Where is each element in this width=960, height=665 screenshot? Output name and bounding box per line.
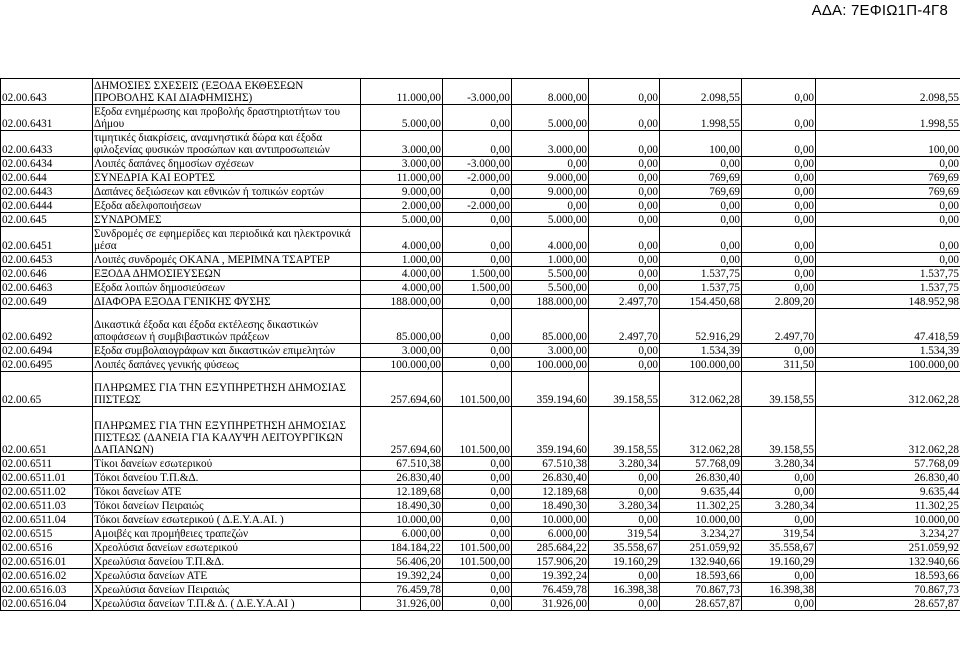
table-row	[1, 309, 960, 344]
table-row	[1, 569, 960, 583]
paid-period-cell: 19.160,29	[742, 555, 816, 569]
account-description-cell: Τόκοι δανείων ΑΤΕ	[93, 485, 361, 499]
commitments-cell: 19.160,29	[589, 555, 660, 569]
account-description-cell: Χρεωλύσια δανείου Τ.Π.&Δ.	[93, 555, 361, 569]
initial-budget-cell: 3.000,00	[361, 157, 443, 171]
commitments-cell: 0,00	[589, 79, 660, 105]
account-code-cell: 02.00.6511.04	[1, 513, 93, 527]
approved-amount-cell: 769,69	[660, 185, 742, 199]
account-description-cell: ΠΛΗΡΩΜΕΣ ΓΙΑ ΤΗΝ ΕΞΥΠΗΡΕΤΗΣΗ ΔΗΜΟΣΙΑΣ ΠΙΣΤΕΩΣ	[93, 372, 361, 407]
budget-change-cell: -2.000,00	[443, 199, 512, 213]
approved-amount-cell: 0,00	[660, 199, 742, 213]
budget-table-body	[1, 79, 960, 611]
initial-budget-cell: 100.000,00	[361, 358, 443, 372]
budget-change-cell: -3.000,00	[443, 157, 512, 171]
paid-period-cell: 39.158,55	[742, 407, 816, 457]
account-description-cell: ΣΥΝΕΔΡΙΑ ΚΑΙ ΕΟΡΤΕΣ	[93, 171, 361, 185]
approved-amount-cell: 2.098,55	[660, 79, 742, 105]
table-row	[1, 199, 960, 213]
account-code-cell: 02.00.649	[1, 295, 93, 309]
table-row	[1, 555, 960, 569]
final-budget-cell: 359.194,60	[512, 372, 589, 407]
initial-budget-cell: 4.000,00	[361, 267, 443, 281]
account-description-cell: Εξοδα λοιπών δημοσιεύσεων	[93, 281, 361, 295]
approved-amount-cell: 100,00	[660, 131, 742, 157]
table-row	[1, 185, 960, 199]
account-code-cell: 02.00.6494	[1, 344, 93, 358]
final-budget-cell: 1.000,00	[512, 253, 589, 267]
paid-period-cell: 2.497,70	[742, 309, 816, 344]
account-description-cell: Χρεωλύσια δανείων ΑΤΕ	[93, 569, 361, 583]
initial-budget-cell: 1.000,00	[361, 253, 443, 267]
initial-budget-cell: 85.000,00	[361, 309, 443, 344]
table-row	[1, 157, 960, 171]
budget-change-cell: 0,00	[443, 471, 512, 485]
table-row	[1, 471, 960, 485]
commitments-cell: 3.280,34	[589, 457, 660, 471]
account-code-cell: 02.00.6511.02	[1, 485, 93, 499]
paid-total-cell: 312.062,28	[816, 407, 960, 457]
account-code-cell: 02.00.6443	[1, 185, 93, 199]
paid-period-cell: 0,00	[742, 344, 816, 358]
approved-amount-cell: 3.234,27	[660, 527, 742, 541]
commitments-cell: 0,00	[589, 185, 660, 199]
initial-budget-cell: 10.000,00	[361, 513, 443, 527]
approved-amount-cell: 0,00	[660, 157, 742, 171]
account-description-cell: Εξοδα συμβολαιογράφων και δικαστικών επιμελητών	[93, 344, 361, 358]
commitments-cell: 16.398,38	[589, 583, 660, 597]
final-budget-cell: 31.926,00	[512, 597, 589, 611]
paid-period-cell: 3.280,34	[742, 457, 816, 471]
approved-amount-cell: 312.062,28	[660, 407, 742, 457]
paid-total-cell: 100,00	[816, 131, 960, 157]
final-budget-cell: 285.684,22	[512, 541, 589, 555]
account-code-cell: 02.00.643	[1, 79, 93, 105]
final-budget-cell: 18.490,30	[512, 499, 589, 513]
account-description-cell: Συνδρομές σε εφημερίδες και περιοδικά και ηλεκτρονικά μέσα	[93, 227, 361, 253]
account-description-cell: Δικαστικά έξοδα και έξοδα εκτέλεσης δικαστικών αποφάσεων ή συμβιβαστικών πράξεων	[93, 309, 361, 344]
commitments-cell: 0,00	[589, 171, 660, 185]
paid-period-cell: 0,00	[742, 513, 816, 527]
paid-total-cell: 1.537,75	[816, 267, 960, 281]
initial-budget-cell: 11.000,00	[361, 171, 443, 185]
paid-total-cell: 0,00	[816, 157, 960, 171]
initial-budget-cell: 6.000,00	[361, 527, 443, 541]
approved-amount-cell: 0,00	[660, 227, 742, 253]
commitments-cell: 0,00	[589, 358, 660, 372]
paid-period-cell: 0,00	[742, 227, 816, 253]
budget-change-cell: 0,00	[443, 213, 512, 227]
paid-total-cell: 312.062,28	[816, 372, 960, 407]
account-description-cell: Λοιπές συνδρομές ΟΚΑΝΑ , ΜΕΡΙΜΝΑ ΤΣΑΡΤΕΡ	[93, 253, 361, 267]
account-code-cell: 02.00.646	[1, 267, 93, 281]
paid-period-cell: 0,00	[742, 281, 816, 295]
final-budget-cell: 157.906,20	[512, 555, 589, 569]
table-row	[1, 597, 960, 611]
budget-change-cell: 0,00	[443, 344, 512, 358]
account-description-cell: Δαπάνες δεξιώσεων και εθνικών ή τοπικών εορτών	[93, 185, 361, 199]
paid-total-cell: 0,00	[816, 213, 960, 227]
account-code-cell: 02.00.6511.01	[1, 471, 93, 485]
initial-budget-cell: 3.000,00	[361, 344, 443, 358]
initial-budget-cell: 76.459,78	[361, 583, 443, 597]
paid-total-cell: 9.635,44	[816, 485, 960, 499]
table-row	[1, 499, 960, 513]
account-description-cell: Τίκοι δανείων εσωτερικού	[93, 457, 361, 471]
initial-budget-cell: 19.392,24	[361, 569, 443, 583]
final-budget-cell: 19.392,24	[512, 569, 589, 583]
paid-period-cell: 0,00	[742, 171, 816, 185]
final-budget-cell: 85.000,00	[512, 309, 589, 344]
paid-period-cell: 3.280,34	[742, 499, 816, 513]
approved-amount-cell: 70.867,73	[660, 583, 742, 597]
approved-amount-cell: 100.000,00	[660, 358, 742, 372]
paid-period-cell: 2.809,20	[742, 295, 816, 309]
paid-total-cell: 57.768,09	[816, 457, 960, 471]
account-code-cell: 02.00.6433	[1, 131, 93, 157]
paid-total-cell: 3.234,27	[816, 527, 960, 541]
paid-period-cell: 0,00	[742, 569, 816, 583]
initial-budget-cell: 257.694,60	[361, 407, 443, 457]
initial-budget-cell: 188.000,00	[361, 295, 443, 309]
budget-change-cell: 0,00	[443, 358, 512, 372]
budget-change-cell: 1.500,00	[443, 281, 512, 295]
budget-change-cell: 0,00	[443, 499, 512, 513]
budget-change-cell: 0,00	[443, 309, 512, 344]
budget-change-cell: 0,00	[443, 105, 512, 131]
paid-total-cell: 2.098,55	[816, 79, 960, 105]
paid-period-cell: 0,00	[742, 597, 816, 611]
table-row	[1, 253, 960, 267]
budget-change-cell: 0,00	[443, 485, 512, 499]
final-budget-cell: 3.000,00	[512, 344, 589, 358]
budget-change-cell: 0,00	[443, 253, 512, 267]
paid-total-cell: 0,00	[816, 253, 960, 267]
approved-amount-cell: 154.450,68	[660, 295, 742, 309]
initial-budget-cell: 3.000,00	[361, 131, 443, 157]
table-row	[1, 527, 960, 541]
paid-total-cell: 769,69	[816, 185, 960, 199]
budget-change-cell: 0,00	[443, 513, 512, 527]
budget-change-cell: -2.000,00	[443, 171, 512, 185]
paid-period-cell: 0,00	[742, 199, 816, 213]
budget-change-cell: 101.500,00	[443, 541, 512, 555]
budget-table	[0, 78, 960, 611]
account-code-cell: 02.00.65	[1, 372, 93, 407]
budget-change-cell: 0,00	[443, 295, 512, 309]
paid-period-cell: 319,54	[742, 527, 816, 541]
paid-period-cell: 39.158,55	[742, 372, 816, 407]
final-budget-cell: 8.000,00	[512, 79, 589, 105]
approved-amount-cell: 1.537,75	[660, 281, 742, 295]
account-code-cell: 02.00.6463	[1, 281, 93, 295]
account-code-cell: 02.00.6495	[1, 358, 93, 372]
final-budget-cell: 4.000,00	[512, 227, 589, 253]
commitments-cell: 0,00	[589, 267, 660, 281]
approved-amount-cell: 11.302,25	[660, 499, 742, 513]
table-row	[1, 267, 960, 281]
account-description-cell: Λοιπές δαπάνες γενικής φύσεως	[93, 358, 361, 372]
budget-change-cell: 0,00	[443, 569, 512, 583]
account-description-cell: Εξοδα αδελφοποιήσεων	[93, 199, 361, 213]
account-description-cell: Εξοδα ενημέρωσης και προβολής δραστηριοτήτων του Δήμου	[93, 105, 361, 131]
budget-change-cell: 101.500,00	[443, 407, 512, 457]
commitments-cell: 0,00	[589, 157, 660, 171]
paid-total-cell: 148.952,98	[816, 295, 960, 309]
final-budget-cell: 6.000,00	[512, 527, 589, 541]
paid-total-cell: 1.998,55	[816, 105, 960, 131]
final-budget-cell: 188.000,00	[512, 295, 589, 309]
table-row	[1, 372, 960, 407]
initial-budget-cell: 9.000,00	[361, 185, 443, 199]
final-budget-cell: 67.510,38	[512, 457, 589, 471]
initial-budget-cell: 257.694,60	[361, 372, 443, 407]
commitments-cell: 0,00	[589, 199, 660, 213]
budget-change-cell: 0,00	[443, 131, 512, 157]
commitments-cell: 0,00	[589, 253, 660, 267]
commitments-cell: 0,00	[589, 485, 660, 499]
table-row	[1, 227, 960, 253]
paid-period-cell: 0,00	[742, 157, 816, 171]
account-code-cell: 02.00.6516.04	[1, 597, 93, 611]
account-description-cell: τιμητικές διακρίσεις, αναμνηστικά δώρα και έξοδα φιλοξενίας φυσικών προσώπων και αντιπροσωπειών	[93, 131, 361, 157]
paid-total-cell: 26.830,40	[816, 471, 960, 485]
paid-total-cell: 11.302,25	[816, 499, 960, 513]
approved-amount-cell: 10.000,00	[660, 513, 742, 527]
table-row	[1, 358, 960, 372]
account-code-cell: 02.00.6511.03	[1, 499, 93, 513]
account-description-cell: ΣΥΝΔΡΟΜΕΣ	[93, 213, 361, 227]
final-budget-cell: 26.830,40	[512, 471, 589, 485]
final-budget-cell: 5.500,00	[512, 281, 589, 295]
final-budget-cell: 9.000,00	[512, 171, 589, 185]
paid-period-cell: 0,00	[742, 485, 816, 499]
final-budget-cell: 10.000,00	[512, 513, 589, 527]
initial-budget-cell: 26.830,40	[361, 471, 443, 485]
initial-budget-cell: 184.184,22	[361, 541, 443, 555]
commitments-cell: 0,00	[589, 213, 660, 227]
initial-budget-cell: 2.000,00	[361, 199, 443, 213]
paid-period-cell: 0,00	[742, 253, 816, 267]
budget-change-cell: 0,00	[443, 527, 512, 541]
final-budget-cell: 0,00	[512, 157, 589, 171]
approved-amount-cell: 9.635,44	[660, 485, 742, 499]
paid-total-cell: 70.867,73	[816, 583, 960, 597]
final-budget-cell: 12.189,68	[512, 485, 589, 499]
account-description-cell: Χρεωλύσια δανείων Τ.Π.& Δ. ( Δ.Ε.Υ.Α.ΑΙ )	[93, 597, 361, 611]
initial-budget-cell: 56.406,20	[361, 555, 443, 569]
approved-amount-cell: 769,69	[660, 171, 742, 185]
approved-amount-cell: 312.062,28	[660, 372, 742, 407]
budget-change-cell: 0,00	[443, 457, 512, 471]
account-code-cell: 02.00.645	[1, 213, 93, 227]
account-description-cell: ΕΞΟΔΑ ΔΗΜΟΣΙΕΥΣΕΩΝ	[93, 267, 361, 281]
commitments-cell: 0,00	[589, 569, 660, 583]
final-budget-cell: 5.500,00	[512, 267, 589, 281]
account-code-cell: 02.00.6515	[1, 527, 93, 541]
initial-budget-cell: 67.510,38	[361, 457, 443, 471]
account-description-cell: Λοιπές δαπάνες δημοσίων σχέσεων	[93, 157, 361, 171]
account-code-cell: 02.00.6453	[1, 253, 93, 267]
approved-amount-cell: 18.593,66	[660, 569, 742, 583]
paid-period-cell: 0,00	[742, 213, 816, 227]
commitments-cell: 3.280,34	[589, 499, 660, 513]
approved-amount-cell: 52.916,29	[660, 309, 742, 344]
commitments-cell: 39.158,55	[589, 372, 660, 407]
paid-total-cell: 100.000,00	[816, 358, 960, 372]
approved-amount-cell: 0,00	[660, 253, 742, 267]
paid-period-cell: 0,00	[742, 131, 816, 157]
account-description-cell: ΔΙΑΦΟΡΑ ΕΞΟΔΑ ΓΕΝΙΚΗΣ ΦΥΣΗΣ	[93, 295, 361, 309]
account-description-cell: Χρεωλύσια δανείων Πειραιώς	[93, 583, 361, 597]
final-budget-cell: 0,00	[512, 199, 589, 213]
ada-header: ΑΔΑ: 7ΕΦΙΩ1Π-4Γ8	[811, 2, 948, 19]
approved-amount-cell: 251.059,92	[660, 541, 742, 555]
account-description-cell: Αμοιβές και προμήθειες τραπεζών	[93, 527, 361, 541]
account-description-cell: ΔΗΜΟΣΙΕΣ ΣΧΕΣΕΙΣ (ΕΞΟΔΑ ΕΚΘΕΣΕΩΝ ΠΡΟΒΟΛΗΣ ΚΑΙ ΔΙΑΦΗΜΙΣΗΣ)	[93, 79, 361, 105]
final-budget-cell: 3.000,00	[512, 131, 589, 157]
paid-period-cell: 0,00	[742, 79, 816, 105]
table-row	[1, 541, 960, 555]
account-description-cell: ΠΛΗΡΩΜΕΣ ΓΙΑ ΤΗΝ ΕΞΥΠΗΡΕΤΗΣΗ ΔΗΜΟΣΙΑΣ ΠΙΣΤΕΩΣ (ΔΑΝΕΙΑ ΓΙΑ ΚΑΛΥΨΗ ΛΕΙΤΟΥΡΓΙΚΩΝ ΔΑΠΑΝΩΝ)	[93, 407, 361, 457]
paid-total-cell: 47.418,59	[816, 309, 960, 344]
table-row	[1, 131, 960, 157]
approved-amount-cell: 0,00	[660, 213, 742, 227]
initial-budget-cell: 4.000,00	[361, 227, 443, 253]
paid-period-cell: 16.398,38	[742, 583, 816, 597]
table-row	[1, 457, 960, 471]
budget-change-cell: 101.500,00	[443, 555, 512, 569]
initial-budget-cell: 31.926,00	[361, 597, 443, 611]
account-code-cell: 02.00.6511	[1, 457, 93, 471]
table-row	[1, 281, 960, 295]
paid-total-cell: 0,00	[816, 199, 960, 213]
paid-total-cell: 28.657,87	[816, 597, 960, 611]
approved-amount-cell: 132.940,66	[660, 555, 742, 569]
account-description-cell: Τόκοι δανείων εσωτερικού ( Δ.Ε.Υ.Α.ΑΙ. )	[93, 513, 361, 527]
budget-change-cell: 0,00	[443, 185, 512, 199]
paid-total-cell: 251.059,92	[816, 541, 960, 555]
commitments-cell: 35.558,67	[589, 541, 660, 555]
table-row	[1, 105, 960, 131]
budget-change-cell: 0,00	[443, 583, 512, 597]
paid-total-cell: 769,69	[816, 171, 960, 185]
paid-period-cell: 0,00	[742, 267, 816, 281]
account-description-cell: Τόκοι δανείων Πειραιώς	[93, 499, 361, 513]
table-row	[1, 344, 960, 358]
account-code-cell: 02.00.6431	[1, 105, 93, 131]
initial-budget-cell: 4.000,00	[361, 281, 443, 295]
commitments-cell: 2.497,70	[589, 309, 660, 344]
account-code-cell: 02.00.6516.01	[1, 555, 93, 569]
paid-period-cell: 0,00	[742, 105, 816, 131]
account-code-cell: 02.00.6492	[1, 309, 93, 344]
table-row	[1, 295, 960, 309]
paid-total-cell: 0,00	[816, 227, 960, 253]
table-row	[1, 583, 960, 597]
commitments-cell: 0,00	[589, 471, 660, 485]
budget-change-cell: 101.500,00	[443, 372, 512, 407]
final-budget-cell: 76.459,78	[512, 583, 589, 597]
budget-change-cell: 0,00	[443, 227, 512, 253]
table-row	[1, 171, 960, 185]
table-row	[1, 513, 960, 527]
account-code-cell: 02.00.651	[1, 407, 93, 457]
commitments-cell: 0,00	[589, 344, 660, 358]
approved-amount-cell: 57.768,09	[660, 457, 742, 471]
budget-change-cell: 1.500,00	[443, 267, 512, 281]
initial-budget-cell: 12.189,68	[361, 485, 443, 499]
budget-change-cell: 0,00	[443, 597, 512, 611]
final-budget-cell: 5.000,00	[512, 105, 589, 131]
final-budget-cell: 5.000,00	[512, 213, 589, 227]
account-description-cell: Τόκοι δανείου Τ.Π.&Δ.	[93, 471, 361, 485]
paid-total-cell: 1.534,39	[816, 344, 960, 358]
paid-period-cell: 0,00	[742, 185, 816, 199]
account-code-cell: 02.00.6516.03	[1, 583, 93, 597]
paid-total-cell: 132.940,66	[816, 555, 960, 569]
paid-total-cell: 1.537,75	[816, 281, 960, 295]
paid-period-cell: 0,00	[742, 471, 816, 485]
table-row	[1, 485, 960, 499]
account-code-cell: 02.00.6516.02	[1, 569, 93, 583]
paid-total-cell: 18.593,66	[816, 569, 960, 583]
initial-budget-cell: 5.000,00	[361, 105, 443, 131]
approved-amount-cell: 1.998,55	[660, 105, 742, 131]
final-budget-cell: 100.000,00	[512, 358, 589, 372]
approved-amount-cell: 1.534,39	[660, 344, 742, 358]
account-description-cell: Χρεολύσια δανείων εσωτερικού	[93, 541, 361, 555]
commitments-cell: 0,00	[589, 513, 660, 527]
approved-amount-cell: 1.537,75	[660, 267, 742, 281]
initial-budget-cell: 18.490,30	[361, 499, 443, 513]
commitments-cell: 2.497,70	[589, 295, 660, 309]
final-budget-cell: 9.000,00	[512, 185, 589, 199]
commitments-cell: 0,00	[589, 131, 660, 157]
approved-amount-cell: 26.830,40	[660, 471, 742, 485]
commitments-cell: 39.158,55	[589, 407, 660, 457]
account-code-cell: 02.00.6451	[1, 227, 93, 253]
commitments-cell: 319,54	[589, 527, 660, 541]
paid-period-cell: 35.558,67	[742, 541, 816, 555]
table-row	[1, 79, 960, 105]
commitments-cell: 0,00	[589, 281, 660, 295]
final-budget-cell: 359.194,60	[512, 407, 589, 457]
commitments-cell: 0,00	[589, 597, 660, 611]
initial-budget-cell: 11.000,00	[361, 79, 443, 105]
initial-budget-cell: 5.000,00	[361, 213, 443, 227]
account-code-cell: 02.00.6444	[1, 199, 93, 213]
table-row	[1, 213, 960, 227]
commitments-cell: 0,00	[589, 105, 660, 131]
approved-amount-cell: 28.657,87	[660, 597, 742, 611]
account-code-cell: 02.00.6434	[1, 157, 93, 171]
account-code-cell: 02.00.6516	[1, 541, 93, 555]
paid-period-cell: 311,50	[742, 358, 816, 372]
commitments-cell: 0,00	[589, 227, 660, 253]
budget-change-cell: -3.000,00	[443, 79, 512, 105]
table-row	[1, 407, 960, 457]
account-code-cell: 02.00.644	[1, 171, 93, 185]
paid-total-cell: 10.000,00	[816, 513, 960, 527]
